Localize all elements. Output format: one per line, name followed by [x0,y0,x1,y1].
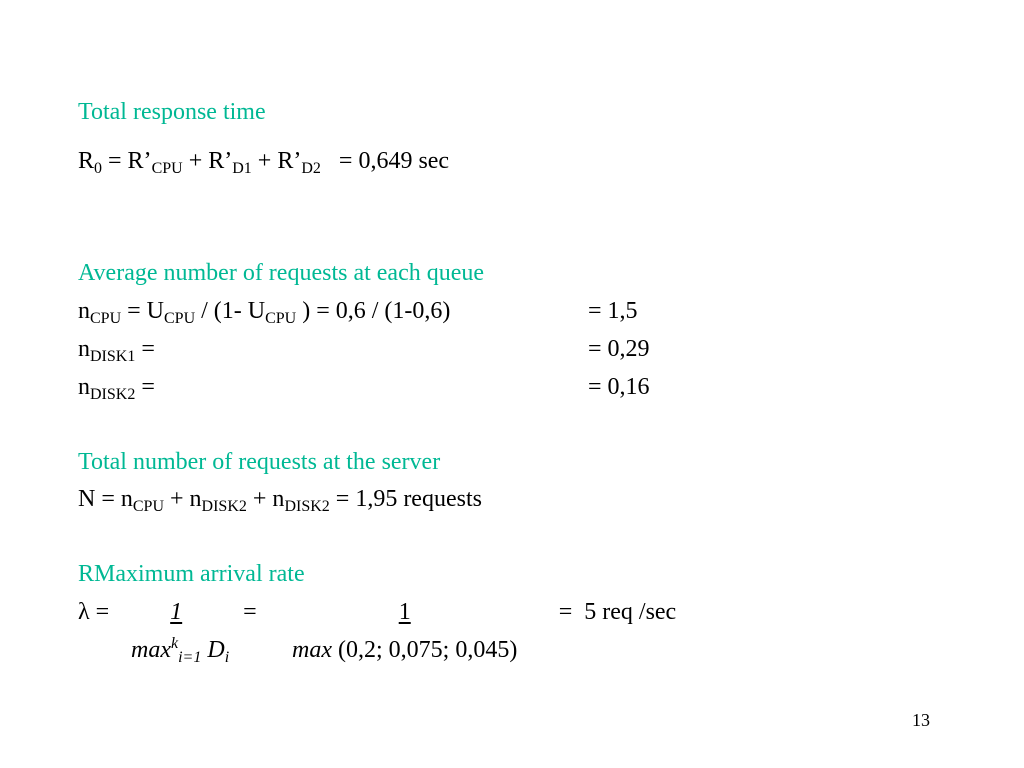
heading-max-arrival-rate: RMaximum arrival rate [78,561,305,587]
heading-average-requests: Average number of requests at each queue [78,260,485,286]
fraction-denominator-1: $\max^k_{i=1} D_i$ [131,635,230,666]
formula-total-requests: $N = n_{CPU} + n_{DISK2} + n_{DISK2} = 1,95$ requests [78,486,482,515]
fraction-numerator-1: 1 [170,599,183,625]
page-number: 13 [912,710,930,730]
result-n-cpu: = 1,5 [588,298,638,324]
result-n-disk2: = 0,16 [588,374,650,400]
heading-total-response-time: Total response time [78,99,266,125]
heading-total-requests: Total number of requests at the server [78,449,441,475]
formula-n-cpu: $n_{CPU} = U_{CPU} / (1-$ $U_{CPU}$ ) = 0,6 / (1-0,6) [78,298,451,327]
formula-n-disk2: $n_{DISK2}$ = [78,374,155,403]
formula-n-disk1: $n_{DISK1}$ = [78,336,155,365]
formula-response-time: $R_0$ = $R’_{CPU}$ + $R’_{D1}$ + $R’_{D2} = 0,649$ sec [78,148,450,177]
formula-lambda: λ = 1 = 1 = 5 req /sec [78,599,677,625]
fraction-denominator-2: max (0,2; 0,075; 0,045) [292,637,518,663]
fraction-numerator-2: 1 [398,599,411,625]
result-n-disk1: = 0,29 [588,336,650,362]
